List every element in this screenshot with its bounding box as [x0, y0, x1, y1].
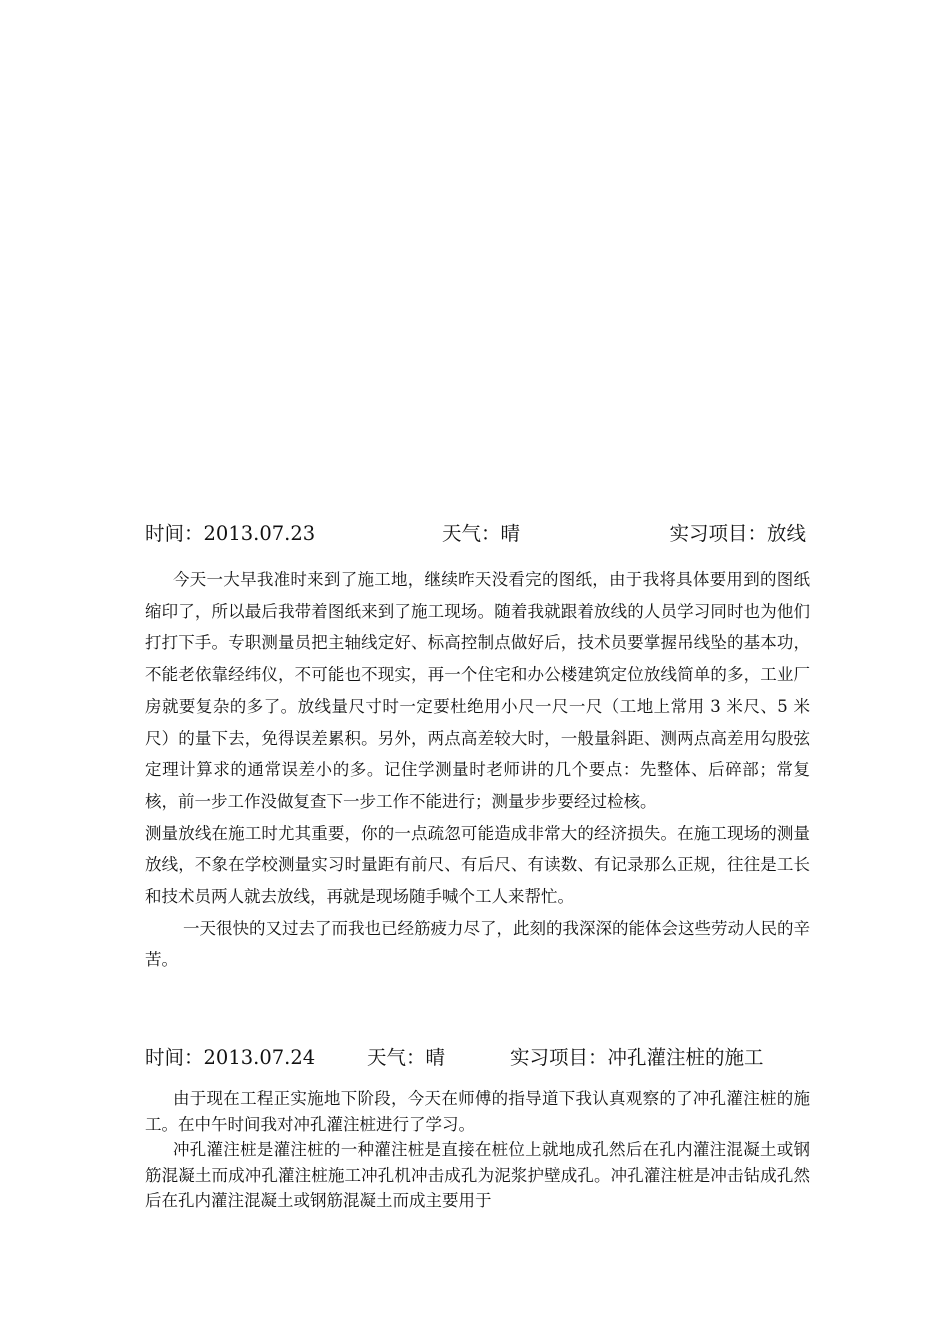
paragraph: 测量放线在施工时尤其重要，你的一点疏忽可能造成非常大的经济损失。在施工现场的测量放线，不象在学校测量实习时量距有前尺、有后尺、有读数、有记录那么正规，往往是工长和技术员两人就去放线，再就是现场随手喊个工人来帮忙。: [145, 823, 810, 907]
paragraph: 由于现在工程正实施地下阶段，今天在师傅的指导道下我认真观察的了冲孔灌注桩的施工。在中午时间我对冲孔灌注桩进行了学习。: [145, 1089, 810, 1134]
entry-date: 时间：2013.07.24: [145, 1046, 316, 1069]
entry-weather: 天气：晴: [442, 522, 521, 545]
entry-header: [145, 518, 810, 550]
paragraph: 一天很快的又过去了而我也已经筋疲力尽了，此刻的我深深的能体会这些劳动人民的辛苦。: [145, 918, 810, 970]
entry-body: [145, 564, 810, 976]
entry-body: [145, 1086, 810, 1214]
paragraph: 冲孔灌注桩是灌注桩的一种灌注桩是直接在桩位上就地成孔然后在孔内灌注混凝土或钢筋混凝土而成冲孔灌注桩施工冲孔机冲击成孔为泥浆护壁成孔。冲孔灌注桩是冲击钻成孔然后在孔内灌注混凝土或钢筋混凝土而成主要用于: [145, 1140, 810, 1210]
entry-date: 时间：2013.07.23: [145, 522, 316, 545]
entry-project: 实习项目：放线: [669, 522, 806, 545]
entry-weather: 天气：晴: [367, 1046, 446, 1069]
entry-header: [145, 1042, 810, 1074]
diary-entry-2013-07-23: [145, 518, 810, 976]
entry-project: 实习项目：冲孔灌注桩的施工: [510, 1046, 764, 1069]
diary-entry-2013-07-24: [145, 1042, 810, 1214]
paragraph: 今天一大早我准时来到了施工地，继续昨天没看完的图纸，由于我将具体要用到的图纸缩印了，所以最后我带着图纸来到了施工现场。随着我就跟着放线的人员学习同时也为他们打打下手。专职测量员把主轴线定好、标高控制点做好后，技术员要掌握吊线坠的基本功，不能老依靠经纬仪，不可能也不现实，再一个住宅和办公楼建筑定位放线简单的多，工业厂房就要复杂的多了。放线量尺寸时一定要杜绝用小尺一尺一尺（工地上常用 3 米尺、5 米尺）的量下去，免得误差累积。另外，两点高差较大时，一般量斜距、测两点高差用勾股弦定理计算求的通常误差小的多。记住学测量时老师讲的几个要点：先整体、后碎部；常复核，前一步工作没做复查下一步工作不能进行；测量步步要经过检核。: [145, 570, 810, 811]
